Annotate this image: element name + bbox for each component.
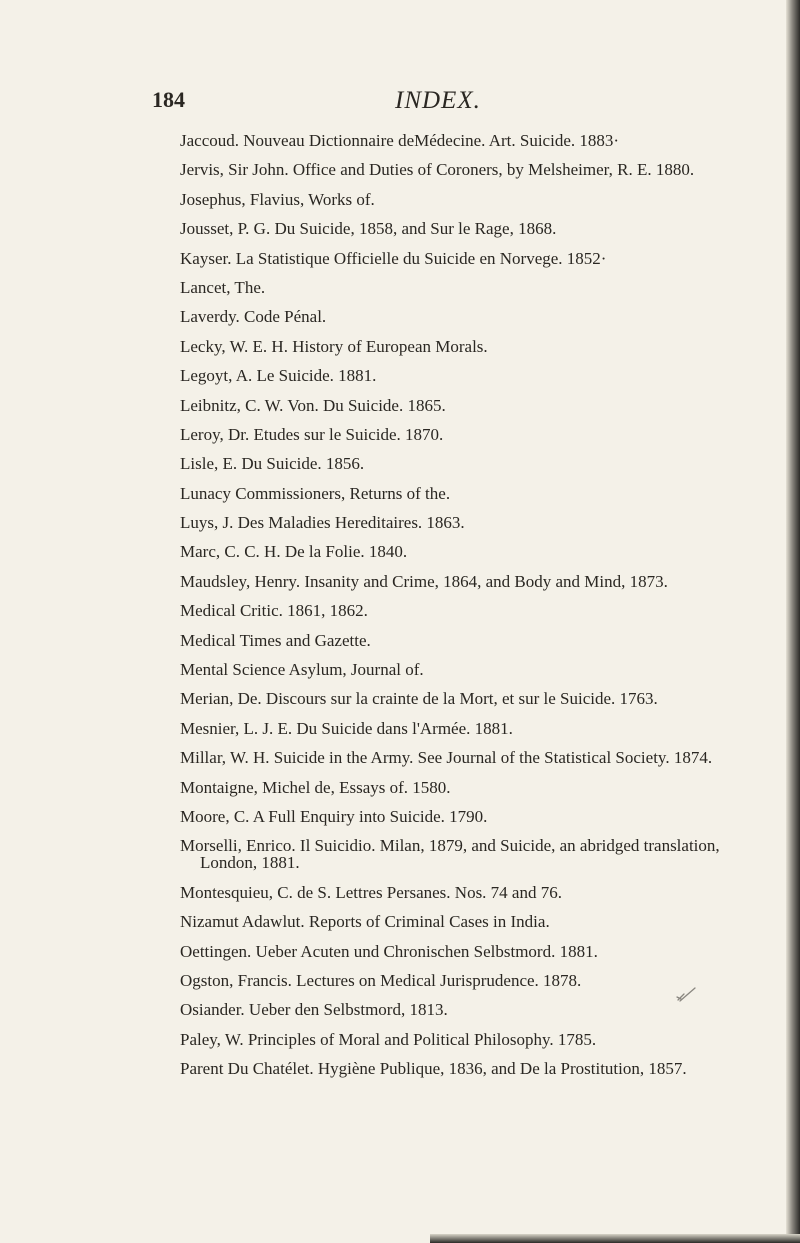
index-entry: Osiander. Ueber den Selbstmord, 1813. (180, 1000, 448, 1020)
page-header (0, 87, 800, 117)
index-entry: Maudsley, Henry. Insanity and Crime, 1864, and Body and Mind, 1873. (180, 571, 668, 591)
index-entry: Montesquieu, C. de S. Lettres Persanes. Nos. 74 and 76. (180, 882, 562, 902)
running-title: INDEX. (395, 87, 481, 114)
index-entry: Josephus, Flavius, Works of. (180, 189, 375, 209)
index-entry: Marc, C. C. H. De la Folie. 1840. (180, 542, 408, 562)
index-entry: Jervis, Sir John. Office and Duties of Coroners, by Melsheimer, R. E. 1880. (180, 160, 695, 180)
index-entry: Ogston, Francis. Lectures on Medical Jurisprudence. 1878. (180, 970, 582, 990)
index-entry: Oettingen. Ueber Acuten und Chronischen Selbstmord. 1881. (180, 941, 598, 961)
page-number: 184 (152, 87, 185, 112)
index-entry: Lunacy Commissioners, Returns of the. (180, 483, 451, 503)
index-entry: Millar, W. H. Suicide in the Army. See Journal of the Statistical Society. 1874. (180, 748, 713, 768)
index-entry: Moore, C. A Full Enquiry into Suicide. 1790. (180, 806, 488, 826)
index-entry: Jaccoud. Nouveau Dictionnaire deMédecine. Art. Suicide. 1883· (180, 131, 620, 150)
index-entries (180, 132, 730, 1090)
index-entry: Montaigne, Michel de, Essays of. 1580. (180, 777, 451, 797)
index-entry: Luys, J. Des Maladies Hereditaires. 1863. (180, 513, 465, 533)
index-entry: Medical Critic. 1861, 1862. (180, 601, 368, 621)
index-entry: Nizamut Adawlut. Reports of Criminal Cases in India. (180, 912, 550, 932)
index-entry: Lisle, E. Du Suicide. 1856. (180, 454, 365, 474)
index-entry: Leibnitz, C. W. Von. Du Suicide. 1865. (180, 395, 446, 415)
index-entry: Medical Times and Gazette. (180, 630, 371, 650)
index-entry: Laverdy. Code Pénal. (180, 307, 327, 327)
index-entry: Parent Du Chatélet. Hygiène Publique, 1836, and De la Prostitution, 1857. (180, 1059, 687, 1079)
index-entry: Mental Science Asylum, Journal of. (180, 660, 424, 680)
index-entry: Kayser. La Statistique Officielle du Suicide en Norvege. 1852· (180, 248, 607, 268)
index-entry: Legoyt, A. Le Suicide. 1881. (180, 366, 377, 386)
page-bottom-edge (430, 1234, 800, 1243)
index-entry: Morselli, Enrico. Il Suicidio. Milan, 1879, and Suicide, an abridged translation, London, 1881. (180, 836, 720, 873)
index-entry: Lecky, W. E. H. History of European Morals. (180, 336, 488, 356)
pencil-check-mark-icon (676, 985, 698, 1008)
index-entry: Lancet, The. (180, 277, 266, 297)
page-edge-shadow (786, 0, 800, 1243)
index-entry: Mesnier, L. J. E. Du Suicide dans l'Armée. 1881. (180, 718, 513, 738)
index-entry: Merian, De. Discours sur la crainte de la Mort, et sur le Suicide. 1763. (180, 689, 658, 709)
index-entry: Leroy, Dr. Etudes sur le Suicide. 1870. (180, 424, 444, 444)
index-entry: Jousset, P. G. Du Suicide, 1858, and Sur le Rage, 1868. (180, 219, 557, 239)
index-entry: Paley, W. Principles of Moral and Political Philosophy. 1785. (180, 1029, 597, 1049)
